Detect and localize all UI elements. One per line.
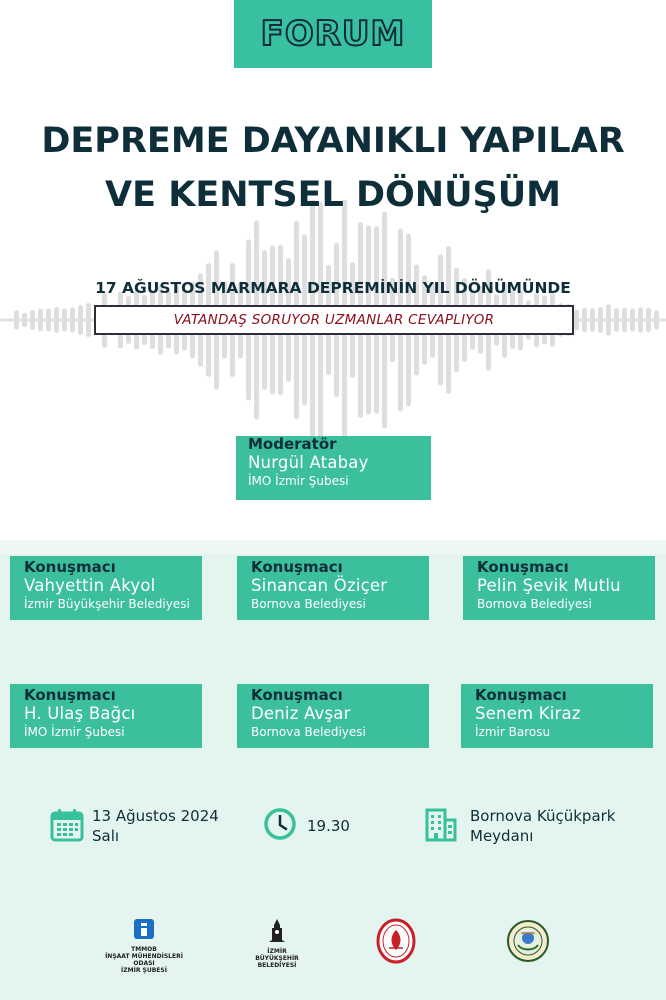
event-date: 13 Ağustos 2024: [92, 807, 219, 825]
wave-bar: [14, 310, 19, 329]
moderator-role: Moderatör: [248, 435, 337, 453]
wave-bar: [582, 308, 587, 332]
wave-bar: [606, 304, 611, 335]
wave-bar: [590, 308, 595, 332]
wave-bar: [54, 307, 59, 333]
speaker-card: [463, 556, 655, 620]
clock-icon: [263, 807, 297, 841]
wave-bar: [62, 308, 67, 332]
speaker-card: [237, 556, 429, 620]
forum-label: FORUM: [260, 14, 406, 54]
wave-bar: [630, 309, 635, 332]
izmir-bb-logo: [247, 918, 307, 968]
event-place-block: [470, 806, 616, 846]
izmir-text-3: BELEDİYESİ: [257, 962, 297, 969]
wave-bar: [598, 307, 603, 333]
speaker-org: Bornova Belediyesi: [251, 725, 366, 739]
event-place-line-2: Meydanı: [470, 827, 534, 845]
speaker-role: Konuşmacı: [24, 686, 116, 704]
speaker-role: Konuşmacı: [24, 558, 116, 576]
wave-bar: [574, 309, 579, 330]
wave-bar: [38, 308, 43, 331]
speaker-card: [10, 684, 202, 748]
speaker-role: Konuşmacı: [251, 686, 343, 704]
tmmob-text-1: TMMOB: [131, 946, 157, 953]
section-divider-strip: [0, 540, 666, 554]
speaker-role: Konuşmacı: [251, 558, 343, 576]
speaker-name: Deniz Avşar: [251, 704, 351, 723]
bornova-belediyesi-seal: [375, 918, 417, 964]
title-line-2: VE KENTSEL DÖNÜŞÜM: [105, 175, 561, 215]
wave-bar: [46, 308, 51, 331]
wave-bar: [638, 307, 643, 332]
wave-bar: [22, 313, 27, 327]
title-line-1: DEPREME DAYANIKLI YAPILAR: [41, 121, 625, 161]
event-time: 19.30: [307, 817, 350, 835]
speaker-role: Konuşmacı: [475, 686, 567, 704]
tmmob-emblem-icon: [100, 918, 188, 942]
speaker-org: Bornova Belediyesi: [251, 597, 366, 611]
event-date-block: [92, 806, 219, 846]
event-day: Salı: [92, 827, 120, 845]
wave-bar: [70, 307, 75, 332]
izmir-text-1: İZMİR: [267, 948, 287, 955]
speaker-org: İzmir Büyükşehir Belediyesi: [24, 597, 190, 611]
event-title: [0, 114, 666, 222]
speaker-role: Konuşmacı: [477, 558, 569, 576]
speaker-name: Vahyettin Akyol: [24, 576, 156, 595]
speaker-org: İzmir Barosu: [475, 725, 551, 739]
speaker-org: İMO İzmir Şubesi: [24, 725, 125, 739]
building-icon: [424, 806, 458, 842]
speaker-name: Sinancan Öziçer: [251, 576, 388, 595]
izmir-barosu-seal: [505, 918, 551, 964]
speaker-name: Senem Kiraz: [475, 704, 581, 723]
tmmob-text-3: İZMİR ŞUBESİ: [121, 967, 167, 974]
speaker-card: [10, 556, 202, 620]
tagline-box: [94, 305, 574, 335]
wave-bar: [614, 308, 619, 332]
speaker-card: [461, 684, 653, 748]
tmmob-text-2: İNŞAAT MÜHENDİSLERİ ODASI: [105, 953, 183, 967]
wave-bar: [30, 310, 35, 330]
tagline-text: VATANDAŞ SORUYOR UZMANLAR CEVAPLIYOR: [173, 312, 495, 328]
moderator-name: Nurgül Atabay: [248, 453, 369, 472]
event-place-line-1: Bornova Küçükpark: [470, 807, 616, 825]
speaker-card: [237, 684, 429, 748]
clock-tower-icon: [247, 918, 307, 944]
calendar-icon: [50, 808, 84, 842]
speaker-org: Bornova Belediyesi: [477, 597, 592, 611]
speaker-name: Pelin Şevik Mutlu: [477, 576, 621, 595]
wave-bar: [622, 308, 627, 332]
wave-bar: [654, 310, 659, 329]
tmmob-imo-logo: [100, 918, 188, 974]
wave-bar: [646, 308, 651, 333]
wave-bar: [78, 305, 83, 335]
moderator-card: [236, 436, 431, 500]
forum-header-tab: [234, 0, 432, 68]
wave-bar: [86, 303, 91, 337]
izmir-text-2: BÜYÜKŞEHİR: [255, 955, 299, 962]
event-subtitle: 17 AĞUSTOS MARMARA DEPREMİNİN YIL DÖNÜMÜNDE: [95, 279, 571, 297]
moderator-org: İMO İzmir Şubesi: [248, 474, 349, 488]
speaker-name: H. Ulaş Bağcı: [24, 704, 136, 723]
